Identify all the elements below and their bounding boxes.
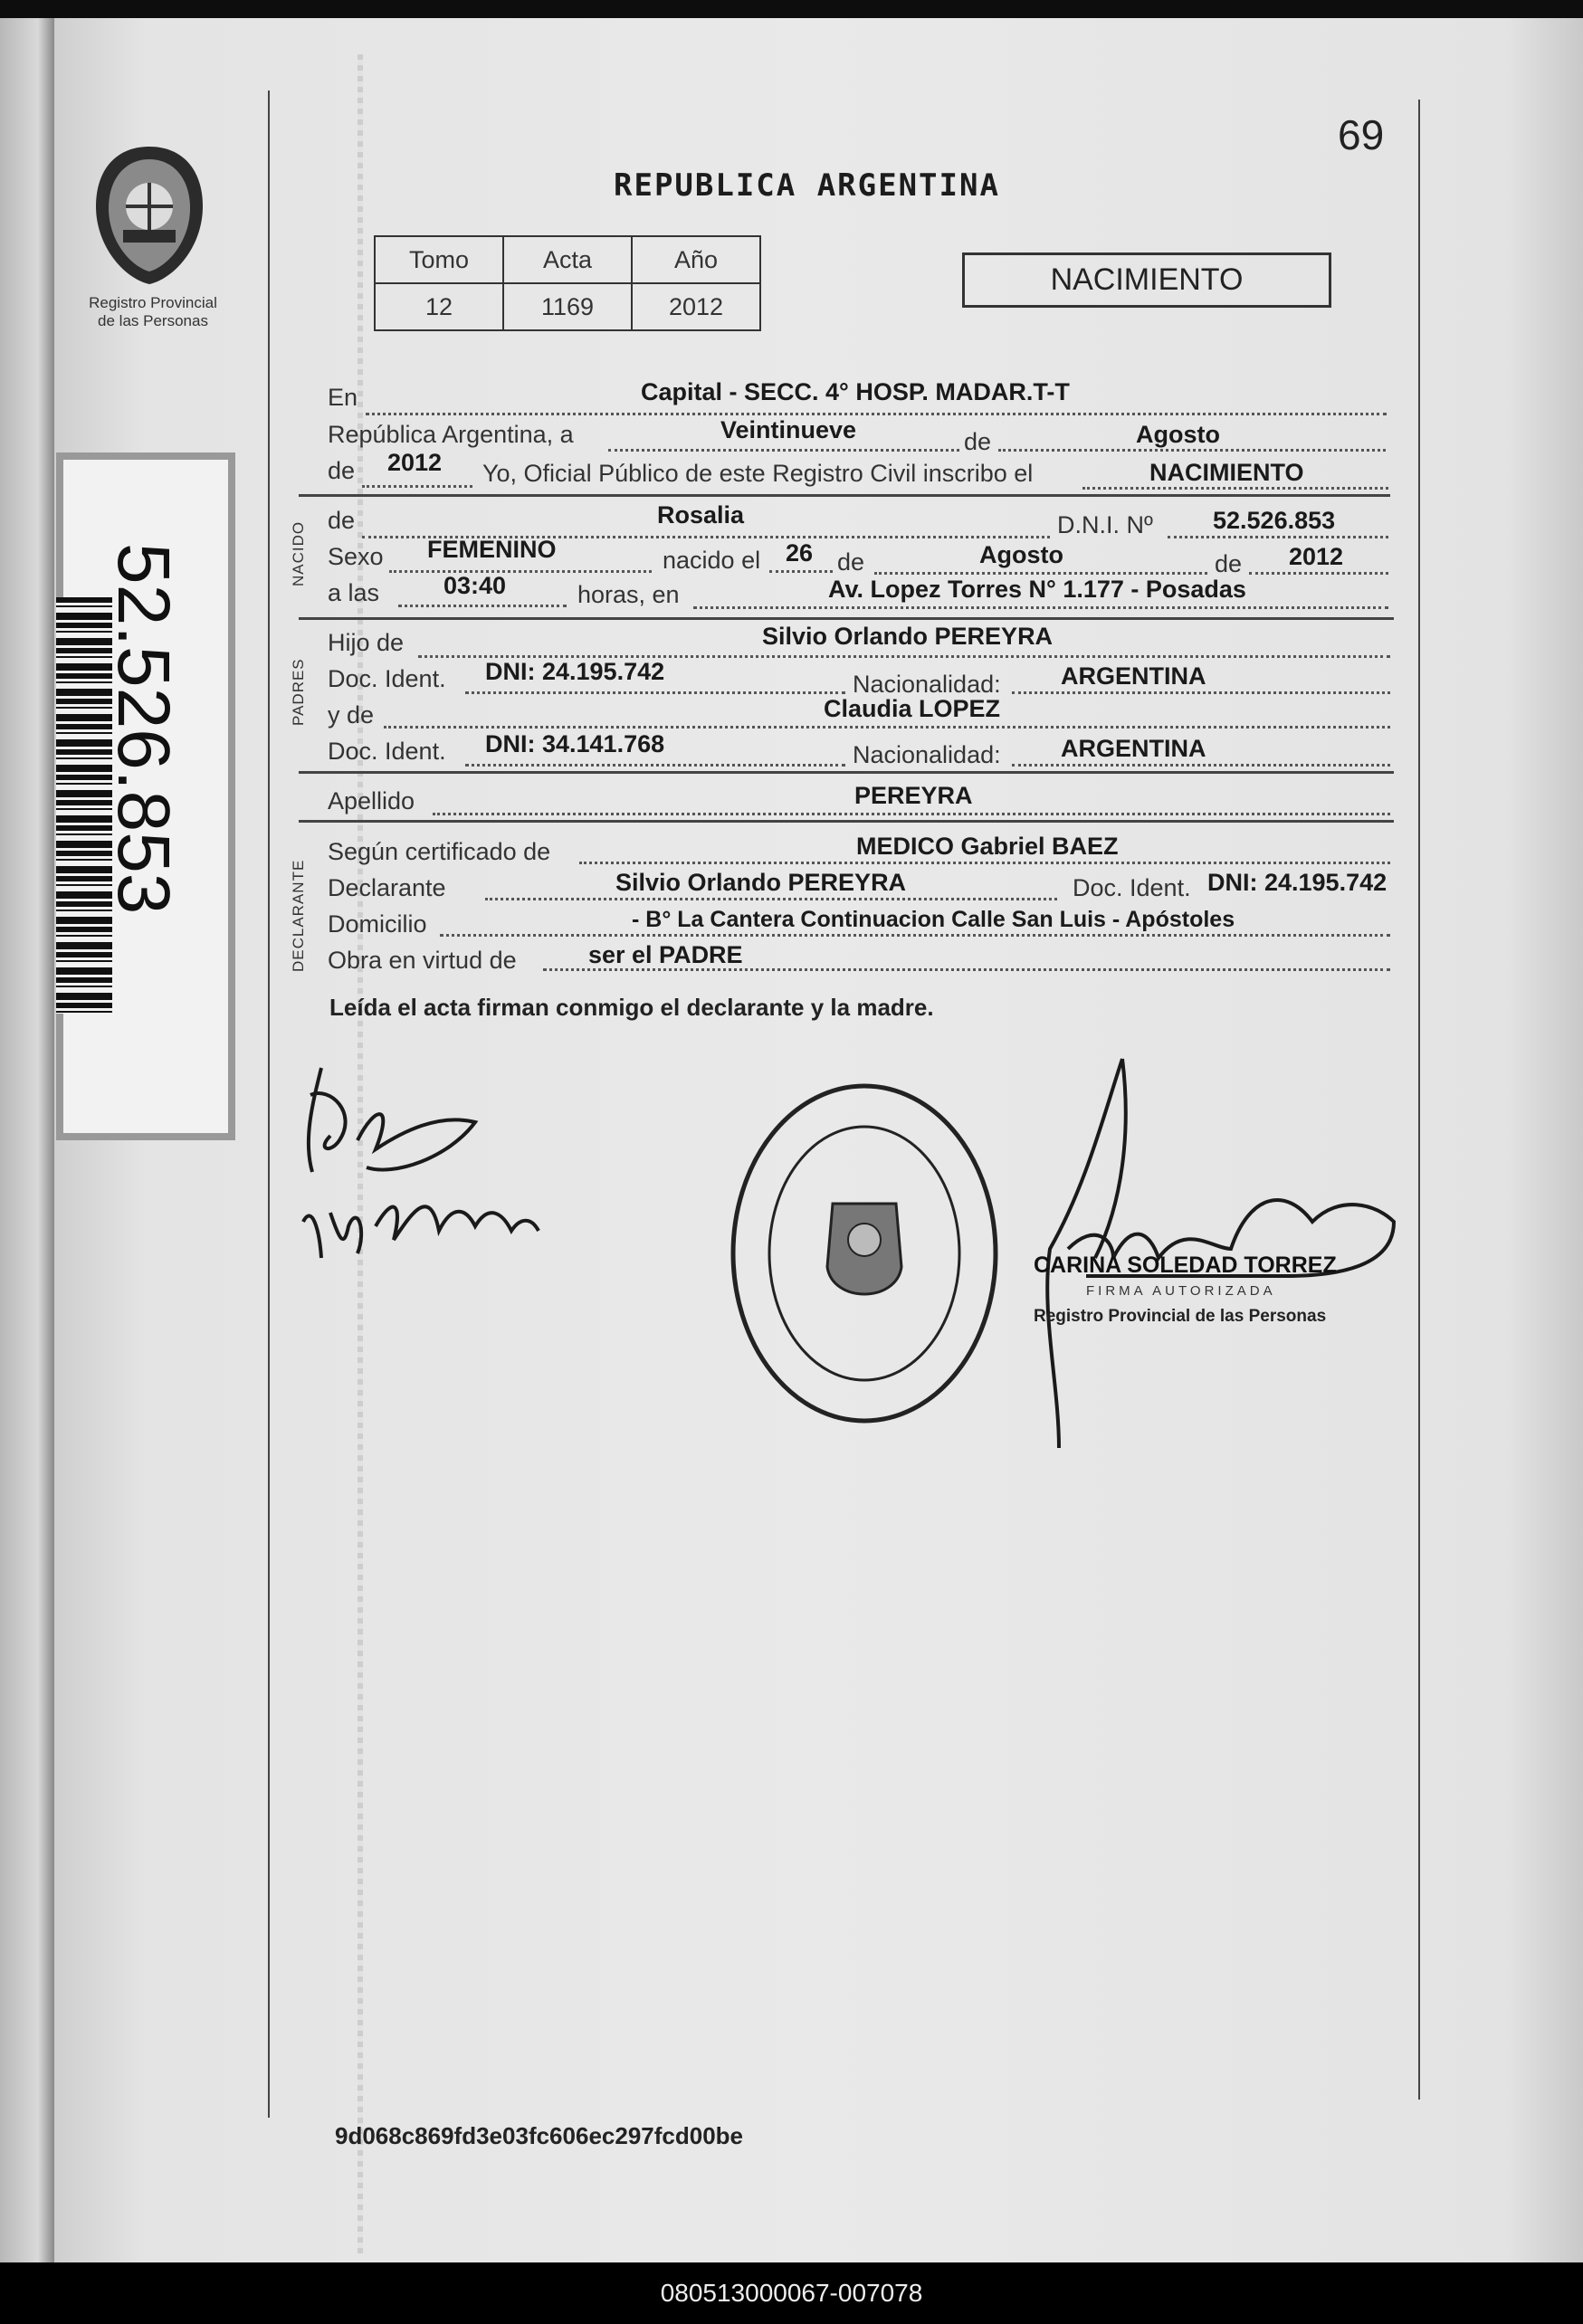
father-name-value: Silvio Orlando PEREYRA [762,623,1054,650]
dotted-line [1168,536,1388,538]
left-margin-line [268,90,270,2118]
mother-nationality-label: Nacionalidad: [853,741,1001,768]
section-rule [299,494,1390,497]
registry-table [374,235,761,331]
father-nationality-value: ARGENTINA [1061,662,1206,690]
page-title: REPUBLICA ARGENTINA [614,167,1000,204]
dotted-line [874,572,1207,575]
apellido-label: Apellido [328,787,415,814]
section-label-nacido: NACIDO [290,520,307,586]
left-page-edge [0,18,54,2262]
declarante-value: Silvio Orlando PEREYRA [615,869,907,896]
section-rule [299,617,1394,620]
dotted-line [998,449,1386,452]
section-rule [299,820,1394,823]
father-nationality-label: Nacionalidad: [853,671,1001,698]
registry-caption-line1: Registro Provincial [89,294,217,311]
day-value: Veintinueve [720,416,857,443]
barcode-number: 52.526.853 [102,543,185,915]
table-header-tomo: Tomo [375,236,503,283]
de2-label: de [328,457,356,484]
footer-id: 080513000067-007078 [660,2279,923,2307]
dotted-line [440,934,1390,937]
document-hash: 9d068c869fd3e03fc606ec297fcd00be [335,2122,744,2149]
record-value: NACIMIENTO [1149,459,1304,486]
nacido-el-label: nacido el [663,547,761,574]
obra-value: ser el PADRE [588,941,743,968]
dotted-line [1249,572,1388,575]
birth-month-value: Agosto [979,541,1063,568]
table-header-acta: Acta [503,236,632,283]
dotted-line [579,862,1390,864]
birth-year-value: 2012 [1289,543,1344,570]
official-signature-icon [1014,1041,1412,1457]
page-number: 69 [1338,111,1385,158]
nacido-de-label: de [328,507,356,534]
dni-label: D.N.I. Nº [1057,511,1153,538]
horas-label: horas, en [577,581,680,608]
registry-caption-line2: de las Personas [98,312,208,329]
sexo-value: FEMENINO [427,536,557,563]
section-label-padres: PADRES [290,658,307,726]
sexo-label: Sexo [328,543,384,570]
y-de-label: y de [328,701,375,729]
dotted-line [1012,764,1390,767]
dotted-line [1082,487,1388,490]
time-value: 03:40 [443,572,507,599]
birth-de-label: de [837,548,865,576]
right-margin-line [1418,100,1420,2100]
year-value: 2012 [387,449,443,476]
mother-name-value: Claudia LOPEZ [824,695,1001,722]
en-label: En [328,384,358,411]
table-value-tomo: 12 [375,283,503,330]
birth-day-value: 26 [786,539,814,567]
section-rule [299,771,1394,774]
table-value-ano: 2012 [632,283,760,330]
dotted-line [366,413,1387,415]
dotted-line [693,606,1388,609]
dotted-line [1012,691,1390,694]
dotted-line [608,449,959,452]
domicilio-label: Domicilio [328,910,427,938]
birth-place-value: Av. Lopez Torres N° 1.177 - Posadas [828,576,1246,603]
dotted-line [389,570,652,573]
official-name: CARINA SOLEDAD TORREZ [1034,1252,1337,1278]
en-value: Capital - SECC. 4° HOSP. MADAR.T-T [641,378,1070,405]
apellido-value: PEREYRA [854,782,973,809]
de-label: de [964,428,992,455]
dotted-line [769,570,833,573]
mother-nationality-value: ARGENTINA [1061,735,1206,762]
declarante-doc-value: DNI: 24.195.742 [1207,869,1388,896]
mother-doc-value: DNI: 34.141.768 [485,730,665,757]
month-value: Agosto [1136,421,1220,448]
a-las-label: a las [328,579,380,606]
domicilio-value: - B° La Cantera Continuacion Calle San Luis - Apóstoles [632,907,1235,932]
province-logo-icon [89,143,210,288]
official-registry: Registro Provincial de las Personas [1034,1307,1327,1326]
dotted-line [485,898,1057,900]
certificado-label: Según certificado de [328,838,551,865]
declarante-label: Declarante [328,874,446,901]
record-type-box: NACIMIENTO [962,252,1331,308]
official-seal-icon [724,1077,1005,1430]
dotted-line [384,726,1390,729]
dotted-line [433,813,1390,815]
oficial-text: Yo, Oficial Público de este Registro Civil inscribo el [482,460,1034,487]
certificado-value: MEDICO Gabriel BAEZ [856,833,1119,860]
child-dni-value: 52.526.853 [1213,507,1336,534]
official-role: FIRMA AUTORIZADA [1086,1283,1276,1299]
father-doc-label: Doc. Ident. [328,665,446,692]
registry-caption [76,294,230,330]
mother-doc-label: Doc. Ident. [328,738,446,765]
child-name-value: Rosalia [657,501,745,529]
section-label-declarante: DECLARANTE [290,859,307,972]
obra-label: Obra en virtud de [328,947,517,974]
dotted-line [362,485,472,488]
dotted-line [465,764,845,767]
father-doc-value: DNI: 24.195.742 [485,658,665,685]
declarant-signature-icon [294,1050,548,1285]
closing-text: Leída el acta firman conmigo el declarante y la madre. [329,994,934,1021]
republica-label: República Argentina, a [328,421,574,448]
birth-de2-label: de [1215,550,1243,577]
dotted-line [465,691,845,694]
dotted-line [398,605,567,607]
table-header-ano: Año [632,236,760,283]
table-value-acta: 1169 [503,283,632,330]
declarante-doc-label: Doc. Ident. [1073,874,1191,901]
hijo-de-label: Hijo de [328,629,405,656]
